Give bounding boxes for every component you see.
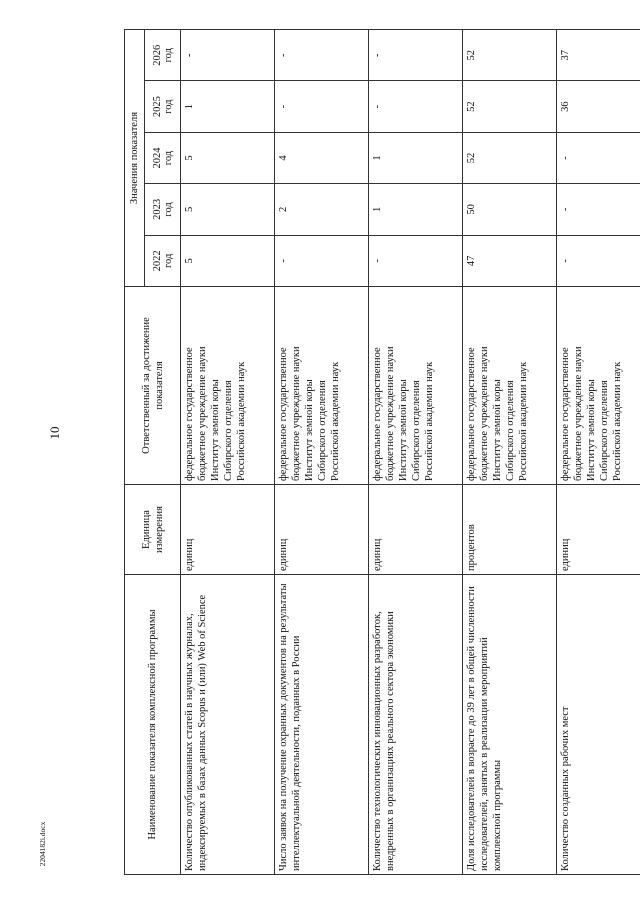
indicator-name: Доля исследователей в возрасте до 39 лет в общей численности исследователей, занятых в реализации мероприятий комплексной программы [463,575,557,875]
indicators-table [124,29,640,875]
value-2026: - [181,30,275,81]
value-2024: 4 [275,132,369,183]
value-2026: 52 [463,30,557,81]
value-2022: - [369,235,463,286]
indicator-name: Количество созданных рабочих мест [557,575,640,875]
value-2022: 47 [463,235,557,286]
indicators-table-container [124,30,640,875]
indicator-unit: единиц [181,485,275,575]
indicator-responsible: федеральное государственное бюджетное учреждение науки Институт земной коры Сибирского отделения Российской академии наук [275,287,369,485]
value-2023: - [557,184,640,235]
value-2022: - [275,235,369,286]
value-2022: 5 [181,235,275,286]
indicator-name: Число заявок на получение охранных документов на результаты интеллектуальной деятельности, поданных в России [275,575,369,875]
table-row [181,30,275,875]
value-2025: - [369,81,463,132]
value-2023: 1 [369,184,463,235]
table-row [557,30,640,875]
table-row [275,30,369,875]
value-2025: 1 [181,81,275,132]
document-code: 2204182i.docx [38,821,47,867]
value-2022: - [557,235,640,286]
value-2024: - [557,132,640,183]
header-year-2026: 2026 год [145,30,181,81]
header-year-2023: 2023 год [145,184,181,235]
value-2026: - [369,30,463,81]
header-year-2024: 2024 год [145,132,181,183]
value-2024: 1 [369,132,463,183]
header-year-2022: 2022 год [145,235,181,286]
header-responsible: Ответственный за достижение показателя [125,287,181,485]
value-2024: 52 [463,132,557,183]
value-2026: - [275,30,369,81]
indicator-responsible: федеральное государственное бюджетное учреждение науки Институт земной коры Сибирского отделения Российской академии наук [557,287,640,485]
table-row [463,30,557,875]
value-2023: 50 [463,184,557,235]
indicator-responsible: федеральное государственное бюджетное учреждение науки Институт земной коры Сибирского отделения Российской академии наук [369,287,463,485]
indicator-unit: единиц [275,485,369,575]
indicator-unit: процентов [463,485,557,575]
value-2025: 36 [557,81,640,132]
header-unit: Единица измерения [125,485,181,575]
value-2026: 37 [557,30,640,81]
value-2025: - [275,81,369,132]
header-values-group: Значения показателя [125,30,145,287]
header-indicator-name: Наименование показателя комплексной программы [125,575,181,875]
indicator-name: Количество опубликованных статей в научных журналах, индексируемых в базах данных Scopus и (или) Web of Science [181,575,275,875]
page-number: 10 [47,426,62,440]
table-header-row [125,30,145,875]
indicator-name: Количество технологических инновационных разработок, внедренных в организациях реального сектора экономики [369,575,463,875]
indicator-unit: единиц [369,485,463,575]
header-year-2025: 2025 год [145,81,181,132]
indicator-unit: единиц [557,485,640,575]
indicator-responsible: федеральное государственное бюджетное учреждение науки Институт земной коры Сибирского отделения Российской академии наук [463,287,557,485]
table-row [369,30,463,875]
value-2024: 5 [181,132,275,183]
value-2023: 2 [275,184,369,235]
value-2025: 52 [463,81,557,132]
value-2023: 5 [181,184,275,235]
indicator-responsible: федеральное государственное бюджетное учреждение науки Институт земной коры Сибирского отделения Российской академии наук [181,287,275,485]
